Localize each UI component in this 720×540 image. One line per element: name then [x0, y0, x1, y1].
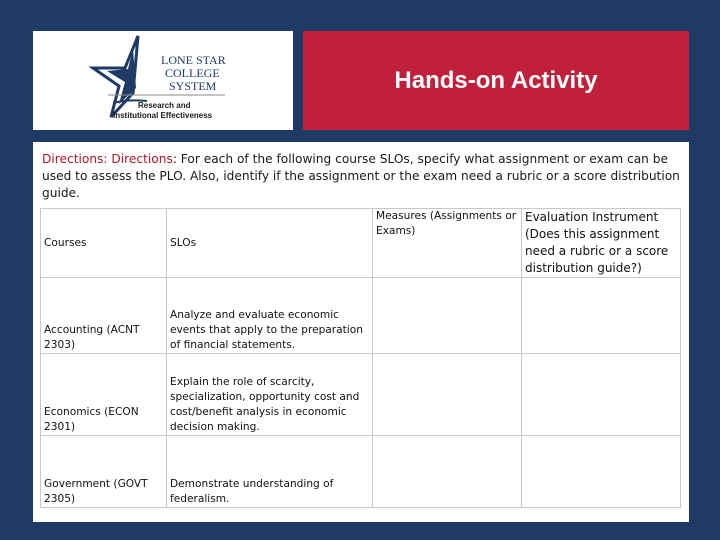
course-cell: Economics (ECON 2301): [41, 354, 167, 436]
page-title: Hands-on Activity: [394, 66, 598, 94]
title-banner: [303, 31, 689, 130]
course-cell: Accounting (ACNT 2303): [41, 278, 167, 354]
directions-label-2: Directions: [111, 152, 173, 166]
directions-body: : For each of the following course SLOs, specify what assignment or exam can be used to assess the PLO. Also, identify if the assignment or the exam need a rubric or a score distribution guide.: [42, 152, 680, 200]
header-instrument: Evaluation Instrument (Does this assignment need a rubric or a score distribution guide?): [522, 209, 681, 278]
instrument-cell[interactable]: [522, 354, 681, 436]
header-measures: Measures (Assignments or Exams): [373, 209, 522, 278]
logo: [33, 31, 293, 130]
course-cell: Government (GOVT 2305): [41, 436, 167, 508]
logo-line1: LONE STAR: [161, 53, 226, 67]
logo-sub1: Research and: [138, 101, 191, 110]
content-panel: [33, 142, 689, 522]
table-row: [41, 436, 681, 508]
instrument-cell[interactable]: [522, 278, 681, 354]
table-row: [41, 278, 681, 354]
logo-graphic: [33, 31, 293, 130]
measure-cell[interactable]: [373, 278, 522, 354]
logo-sub2: Institutional Effectiveness: [113, 111, 213, 120]
slo-cell: Analyze and evaluate economic events that apply to the preparation of financial statements.: [167, 278, 373, 354]
logo-line3: SYSTEM: [169, 79, 217, 93]
table-row: [41, 354, 681, 436]
header-courses: Courses: [41, 209, 167, 278]
header-slos: SLOs: [167, 209, 373, 278]
directions-text: [42, 151, 682, 202]
directions-label-1: Directions:: [42, 152, 108, 166]
slo-cell: Demonstrate understanding of federalism.: [167, 436, 373, 508]
table-header-row: [41, 209, 681, 278]
logo-line2: COLLEGE: [165, 66, 220, 80]
instrument-cell[interactable]: [522, 436, 681, 508]
slo-table: [40, 208, 681, 508]
measure-cell[interactable]: [373, 436, 522, 508]
measure-cell[interactable]: [373, 354, 522, 436]
slo-cell: Explain the role of scarcity, specialization, opportunity cost and cost/benefit analysis in economic decision making.: [167, 354, 373, 436]
